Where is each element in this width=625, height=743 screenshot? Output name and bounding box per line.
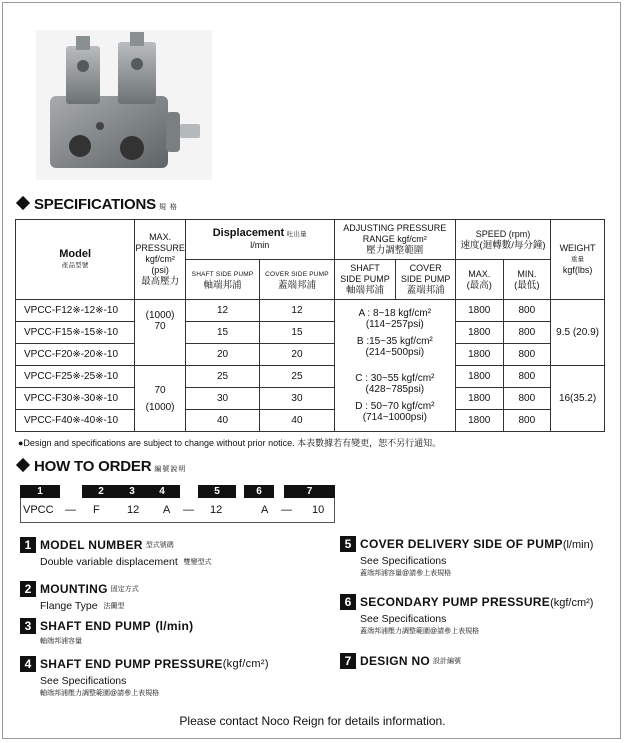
order-number-row: [20, 485, 335, 498]
item-number-badge: 6: [340, 594, 356, 610]
header-shaft-side-pump: SHAFT SIDE PUMP 軸端邦浦: [185, 260, 259, 300]
cover-value: 25: [260, 366, 334, 388]
speed-min-value: 800: [503, 388, 551, 410]
specifications-table: [15, 219, 605, 432]
header-adj-shaft-side: SHAFT SIDE PUMP 軸端邦浦: [334, 260, 396, 300]
order-item-design-no: 7 DESIGN NO 設計編號: [340, 652, 461, 670]
item-number-badge: 2: [20, 581, 36, 597]
range-group1: A : 8~18 kgf/cm² (114~257psi) B :15~35 kgf/cm² (214~500psi): [334, 300, 455, 366]
cover-value: 12: [260, 300, 334, 322]
header-speed-max: MAX. (最高): [455, 260, 503, 300]
header-model: Model 產品型號: [16, 220, 135, 300]
model-cell: VPCC-F15※-15※-10: [16, 322, 135, 344]
speed-min-value: 800: [503, 322, 551, 344]
model-cell: VPCC-F20※-20※-10: [16, 344, 135, 366]
weight-group1: 9.5 (20.9): [551, 300, 605, 366]
order-code: F: [93, 504, 100, 516]
cover-value: 15: [260, 322, 334, 344]
order-number: 5: [198, 485, 236, 498]
item-number-badge: 1: [20, 537, 36, 553]
order-item-model-number: 1 MODEL NUMBER 型式號碼 Double variable displacement 雙變型式: [20, 536, 212, 568]
header-max-pressure: MAX. PRESSURE kgf/cm² (psi) 最高壓力: [135, 220, 186, 300]
range-group2: C : 30~55 kgf/cm² (428~785psi) D : 50~70 kgf/cm² (714~1000psi): [334, 366, 455, 432]
item-number-badge: 7: [340, 653, 356, 669]
shaft-value: 30: [185, 388, 259, 410]
order-code-row: [20, 498, 335, 523]
diamond-bullet-icon: [16, 458, 30, 472]
header-speed-min: MIN. (最低): [503, 260, 551, 300]
order-item-secondary-pump-pressure: 6 SECONDARY PUMP PRESSURE(kgf/cm²) See Specifications 蓋端邦浦壓力調整範圍@請參上表規格: [340, 593, 593, 636]
header-weight: WEIGHT 重量 kgf(lbs): [551, 220, 605, 300]
order-number: 1: [20, 485, 60, 498]
model-cell: VPCC-F40※-40※-10: [16, 410, 135, 432]
cover-value: 40: [260, 410, 334, 432]
shaft-value: 15: [185, 322, 259, 344]
order-item-shaft-end-pump: 3 SHAFT END PUMP (l/min) 軸端邦浦容量: [20, 617, 193, 646]
order-item-mounting: 2 MOUNTING 固定方式 Flange Type 法蘭型: [20, 580, 139, 612]
speed-max-value: 1800: [455, 300, 503, 322]
contact-footer: Please contact Noco Reign for details information.: [179, 714, 446, 728]
order-number: 7: [284, 485, 335, 498]
order-dash: —: [281, 504, 292, 516]
disclaimer-note: ●Design and specifications are subject to change without prior notice. 本表數據若有變更，恕不另行通知。: [18, 438, 442, 448]
weight-group2: 16(35.2): [551, 366, 605, 432]
speed-max-value: 1800: [455, 410, 503, 432]
order-number: 3: [120, 485, 144, 498]
table-row: [16, 410, 605, 432]
header-speed: SPEED (rpm) 速度(迴轉數/每分鐘): [455, 220, 550, 260]
table-row: [16, 300, 605, 322]
order-dash: —: [183, 504, 194, 516]
order-code: A: [261, 504, 269, 516]
table-row: [16, 322, 605, 344]
speed-min-value: 800: [503, 300, 551, 322]
header-cover-side-pump: COVER SIDE PUMP 蓋端邦浦: [260, 260, 334, 300]
order-code: 12: [127, 504, 140, 516]
order-code: 12: [210, 504, 223, 516]
order-item-cover-delivery: 5 COVER DELIVERY SIDE OF PUMP(l/min) See Specifications 蓋端邦浦容量@請參上表規格: [340, 535, 593, 578]
order-code: VPCC: [23, 504, 54, 516]
speed-min-value: 800: [503, 344, 551, 366]
item-number-badge: 4: [20, 656, 36, 672]
header-adj-cover-side: COVER SIDE PUMP 蓋端邦浦: [396, 260, 456, 300]
order-number: 2: [82, 485, 120, 498]
order-code: 10: [312, 504, 325, 516]
order-item-shaft-end-pump-pressure: 4 SHAFT END PUMP PRESSURE(kgf/cm²) See Specifications 軸端邦浦壓力調整範圍@請參上表規格: [20, 655, 269, 698]
order-dash: —: [65, 504, 76, 516]
header-adjusting-pressure: ADJUSTING PRESSURE RANGE kgf/cm² 壓力調整範圍: [334, 220, 455, 260]
table-row: [16, 366, 605, 388]
item-number-badge: 5: [340, 536, 356, 552]
specifications-heading: SPECIFICATIONS 規 格: [16, 196, 178, 213]
how-to-order-heading: HOW TO ORDER 編號說明: [16, 458, 186, 475]
order-number: 6: [244, 485, 274, 498]
order-code-diagram: [20, 485, 335, 523]
max-pressure-group1: (1000) 70: [135, 300, 186, 366]
header-displacement: Displacement 吐出量 l/min: [185, 220, 334, 260]
item-number-badge: 3: [20, 618, 36, 634]
speed-min-value: 800: [503, 410, 551, 432]
model-cell: VPCC-F25※-25※-10: [16, 366, 135, 388]
table-row: [16, 344, 605, 366]
speed-min-value: 800: [503, 366, 551, 388]
shaft-value: 25: [185, 366, 259, 388]
model-cell: VPCC-F30※-30※-10: [16, 388, 135, 410]
pump-product-photo: [36, 30, 212, 180]
diamond-bullet-icon: [16, 196, 30, 210]
shaft-value: 20: [185, 344, 259, 366]
table-row: [16, 388, 605, 410]
shaft-value: 40: [185, 410, 259, 432]
order-code: A: [163, 504, 171, 516]
speed-max-value: 1800: [455, 388, 503, 410]
cover-value: 30: [260, 388, 334, 410]
speed-max-value: 1800: [455, 344, 503, 366]
cover-value: 20: [260, 344, 334, 366]
max-pressure-group2: 70 (1000): [135, 366, 186, 432]
speed-max-value: 1800: [455, 366, 503, 388]
shaft-value: 12: [185, 300, 259, 322]
order-number: 4: [144, 485, 180, 498]
model-cell: VPCC-F12※-12※-10: [16, 300, 135, 322]
speed-max-value: 1800: [455, 322, 503, 344]
